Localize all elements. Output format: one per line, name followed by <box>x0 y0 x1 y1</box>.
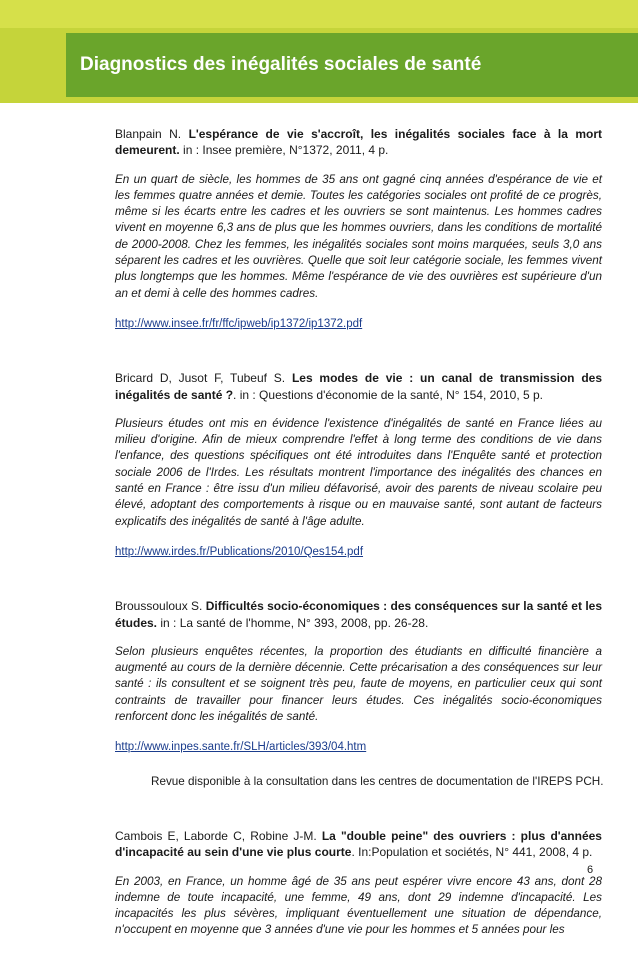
page-number: 6 <box>587 864 594 876</box>
entry-link[interactable]: http://www.insee.fr/fr/ffc/ipweb/ip1372/ip1372.pdf <box>115 317 363 330</box>
bibliography-entry <box>115 126 602 332</box>
entry-link[interactable]: http://www.inpes.sante.fr/SLH/articles/393/04.htm <box>115 741 367 754</box>
entry-link[interactable]: http://www.irdes.fr/Publications/2010/Qes154.pdf <box>115 545 364 558</box>
entry-authors: Bricard D, Jusot F, Tubeuf S. <box>115 371 292 386</box>
availability-note: Revue disponible à la consultation dans les centres de documentation de l'IREPS PCH. <box>151 774 604 788</box>
bibliography-list <box>115 126 602 977</box>
entry-source: in : Insee première, N°1372, 2011, 4 p. <box>179 143 389 158</box>
bibliography-entry <box>115 370 602 560</box>
entry-abstract: En un quart de siècle, les hommes de 35 ans ont gagné cinq années d'espérance de vie et les femmes quatre années et demie. Toutes les catégories sociales ont profité de ce progrès, même si les écarts entre les cadres et les ouvriers se sont maintenus. Les hommes cadres vivent en moyenne 6,3 ans de plus que les hommes ouvriers, dans les conditions de mortalité de 2000-2008. Chez les femmes, les inégalités sociales sont moins marquées, seuls 3,0 ans séparent les cadres et les ouvrières. Quelle que soit leur catégorie sociale, les femmes vivent plus longtemps que les hommes. Même l'espérance de vie des ouvrières est supérieure d'un an et demi à celle des hommes cadres. <box>115 172 602 300</box>
entry-source: in : La santé de l'homme, N° 393, 2008, pp. 26-28. <box>157 615 429 630</box>
entry-authors: Cambois E, Laborde C, Robine J-M. <box>115 828 322 843</box>
entry-title: L'espérance de vie s'accroît, les inégalités sociales face à la mort demeurent. <box>115 127 603 158</box>
bibliography-entry <box>115 828 602 939</box>
entry-title: Les modes de vie : un canal de transmission des inégalités de santé ? <box>115 371 602 402</box>
entry-source: . in : Questions d'économie de la santé, N° 154, 2010, 5 p. <box>233 387 543 402</box>
entry-abstract: En 2003, en France, un homme âgé de 35 ans peut espérer vivre encore 43 ans, dont 28 indemne de toute incapacité, une femme, 49 ans, dont 29 indemne d'incapacité. Les incapacités les plus sévères, impliquant éventuellement une situation de dépendance, n'occupent en moyenne que 3 années d'une vie pour les hommes et 5 années pour les <box>115 874 602 937</box>
entry-authors: Blanpain N. <box>115 127 189 141</box>
bibliography-entry <box>115 598 602 790</box>
entry-authors: Broussouloux S. <box>115 599 206 614</box>
page-title: Diagnostics des inégalités sociales de santé <box>80 54 482 75</box>
entry-title: Difficultés socio-économiques : des conséquences sur la santé et les études. <box>115 599 603 630</box>
reference <box>115 126 602 159</box>
reference <box>115 370 602 403</box>
entry-abstract: Plusieurs études ont mis en évidence l'existence d'inégalités de santé en France liées au milieu d'origine. Afin de mieux comprendre l'effet à long terme des conditions de vie dans l'enfance, des questions spécifiques ont été introduites dans l'Enquête santé et protection sociale 2006 de l'Irdes. Les résultats montrent l'importance des inégalités des chances en santé en France : être issu d'un milieu défavorisé, avoir des parents de niveau scolaire peu élevé, adoptant des comportements à risque ou en mauvaise santé, sont autant de facteurs explicatifs des inégalités de santé à l'âge adulte. <box>115 416 602 528</box>
entry-title: La "double peine" des ouvriers : plus d'années d'incapacité au sein d'une vie plus courte <box>115 828 602 860</box>
entry-source: . In:Population et sociétés, N° 441, 2008, 4 p. <box>351 845 593 860</box>
reference <box>115 598 602 631</box>
entry-abstract: Selon plusieurs enquêtes récentes, la proportion des étudiants en difficulté financière a augmenté au cours de la dernière décennie. Cette précarisation a des conséquences sur leur santé : ils consultent et se soignent très peu, faute de moyens, en particulier ceux qui sont contraints de travailler pour financer leurs études. Ces inégalités socio-économiques renforcent donc les inégalités de santé. <box>115 644 602 724</box>
reference <box>115 828 602 861</box>
header-stripe <box>0 0 638 28</box>
